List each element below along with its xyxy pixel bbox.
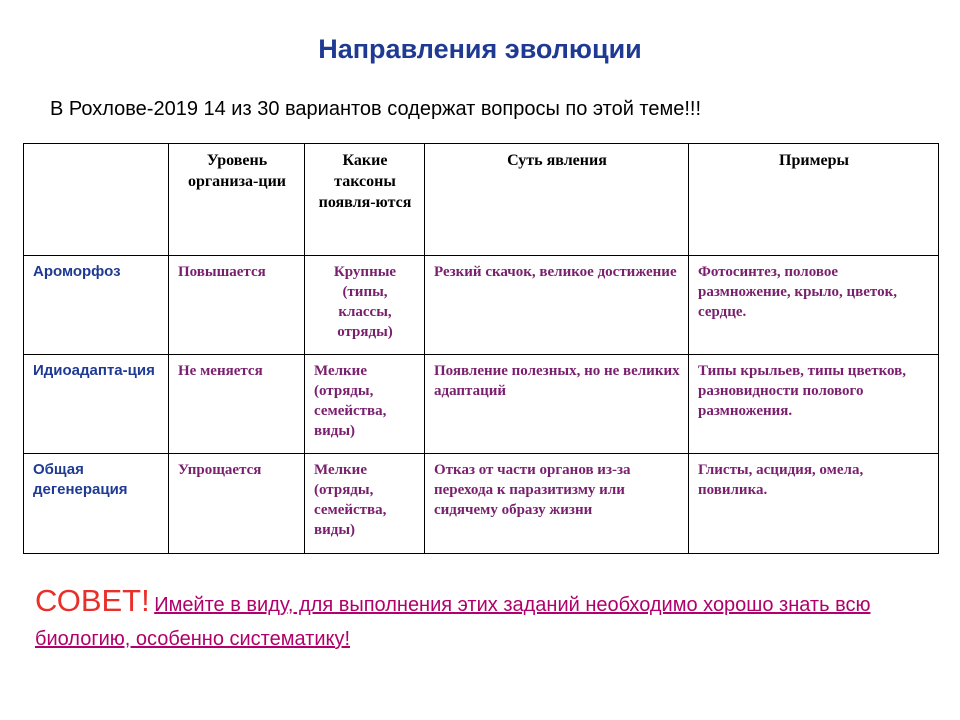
- header-cell-level: Уровень организа-ции: [169, 144, 305, 256]
- page-title: Направления эволюции: [318, 34, 642, 64]
- subtitle: В Рохлове-2019 14 из 30 вариантов содержат вопросы по этой теме!!!: [50, 98, 702, 120]
- row-essence: Резкий скачок, великое достижение: [425, 256, 689, 355]
- header-cell-empty: [24, 144, 169, 256]
- advice-block: [35, 584, 935, 657]
- header-cell-essence: Суть явления: [425, 144, 689, 256]
- table-row: [24, 454, 939, 554]
- row-name: Ароморфоз: [24, 256, 169, 355]
- row-level: Не меняется: [169, 355, 305, 454]
- advice-label: СОВЕТ!: [35, 583, 150, 618]
- table-header-row: [24, 144, 939, 256]
- row-level: Упрощается: [169, 454, 305, 554]
- row-examples: Типы крыльев, типы цветков, разновидности полового размножения.: [689, 355, 939, 454]
- row-essence: Появление полезных, но не великих адаптаций: [425, 355, 689, 454]
- table-row: [24, 256, 939, 355]
- row-essence: Отказ от части органов из-за перехода к паразитизму или сидячему образу жизни: [425, 454, 689, 554]
- table-row: [24, 355, 939, 454]
- row-taxa: Крупные (типы, классы, отряды): [305, 256, 425, 355]
- header-cell-taxa: Какие таксоны появля-ются: [305, 144, 425, 256]
- row-level: Повышается: [169, 256, 305, 355]
- row-examples: Фотосинтез, половое размножение, крыло, цветок, сердце.: [689, 256, 939, 355]
- row-name: Идиоадапта-ция: [24, 355, 169, 454]
- row-taxa: Мелкие (отряды, семейства, виды): [305, 355, 425, 454]
- row-taxa: Мелкие (отряды, семейства, виды): [305, 454, 425, 554]
- header-cell-examples: Примеры: [689, 144, 939, 256]
- row-examples: Глисты, асцидия, омела, повилика.: [689, 454, 939, 554]
- advice-text: Имейте в виду, для выполнения этих заданий необходимо хорошо знать всю биологию, особенно систематику!: [35, 594, 871, 650]
- row-name: Общая дегенерация: [24, 454, 169, 554]
- evolution-table: [23, 143, 939, 554]
